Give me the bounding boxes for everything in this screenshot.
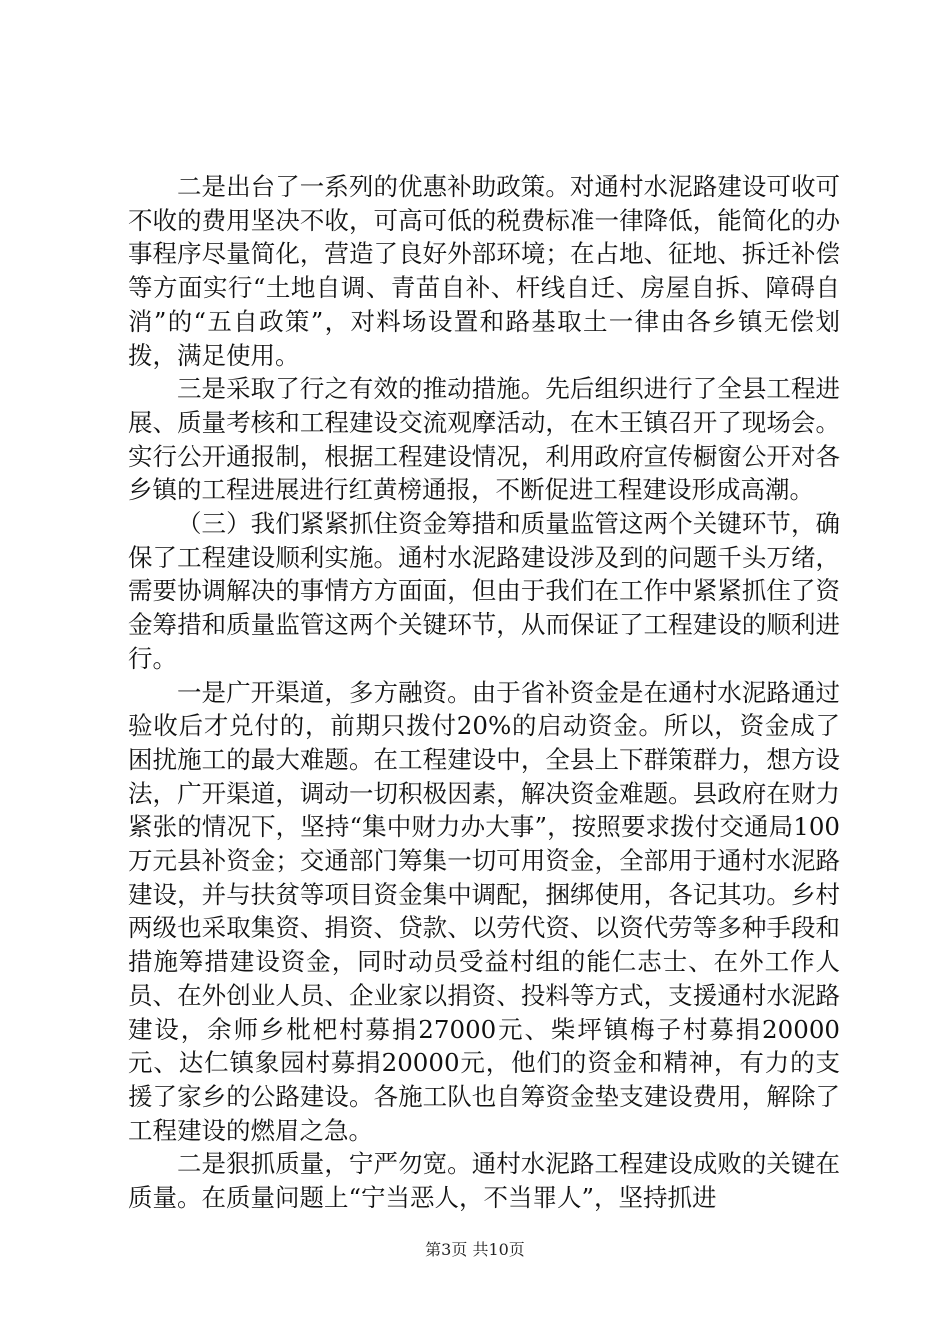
paragraph-promotion-measures: 三是采取了行之有效的推动措施。先后组织进行了全县工程进展、质量考核和工程建设交流观摩活动，在木王镇召开了现场会。实行公开通报制，根据工程建设情况，利用政府宣传橱窗公开对各乡镇的工程进展进行红黄榜通报，不断促进工程建设形成高潮。: [128, 374, 840, 505]
document-body: [128, 170, 840, 1215]
paragraph-financing-channels: 一是广开渠道，多方融资。由于省补资金是在通村水泥路通过验收后才兑付的，前期只拨付20%的启动资金。所以，资金成了困扰施工的最大难题。在工程建设中，全县上下群策群力，想方设法，广开渠道，调动一切积极因素，解决资金难题。县政府在财力紧张的情况下，坚持“集中财力办大事”，按照要求拨付交通局100万元县补资金；交通部门筹集一切可用资金，全部用于通村水泥路建设，并与扶贫等项目资金集中调配，捆绑使用，各记其功。乡村两级也采取集资、捐资、贷款、以劳代资、以资代劳等多种手段和措施筹措建设资金，同时动员受益村组的能仁志士、在外工作人员、在外创业人员、企业家以捐资、投料等方式，支援通村水泥路建设，余师乡枇杷村募捐27000元、柴坪镇梅子村募捐20000元、达仁镇象园村募捐20000元，他们的资金和精神，有力的支援了家乡的公路建设。各施工队也自筹资金垫支建设费用，解除了工程建设的燃眉之急。: [128, 677, 840, 1145]
page-footer: 第3页 共10页: [425, 1240, 525, 1259]
paragraph-preferential-policy: 二是出台了一系列的优惠补助政策。对通村水泥路建设可收可不收的费用坚决不收，可高可低的税费标准一律降低，能简化的办事程序尽量简化，营造了良好外部环境；在占地、征地、拆迁补偿等方面实行“土地自调、青苗自补、杆线自迁、房屋自拆、障碍自消”的“五自政策”，对料场设置和路基取土一律由各乡镇无偿划拨，满足使用。: [128, 172, 840, 370]
paragraph-quality-control: 二是狠抓质量，宁严勿宽。通村水泥路工程建设成败的关键在质量。在质量问题上“宁当恶人，不当罪人”，坚持抓进: [128, 1149, 840, 1213]
paragraph-funding-and-quality: （三）我们紧紧抓住资金筹措和质量监管这两个关键环节，确保了工程建设顺利实施。通村水泥路建设涉及到的问题千头万绪，需要协调解决的事情方方面面，但由于我们在工作中紧紧抓住了资金筹措和质量监管这两个关键环节，从而保证了工程建设的顺利进行。: [128, 509, 840, 673]
